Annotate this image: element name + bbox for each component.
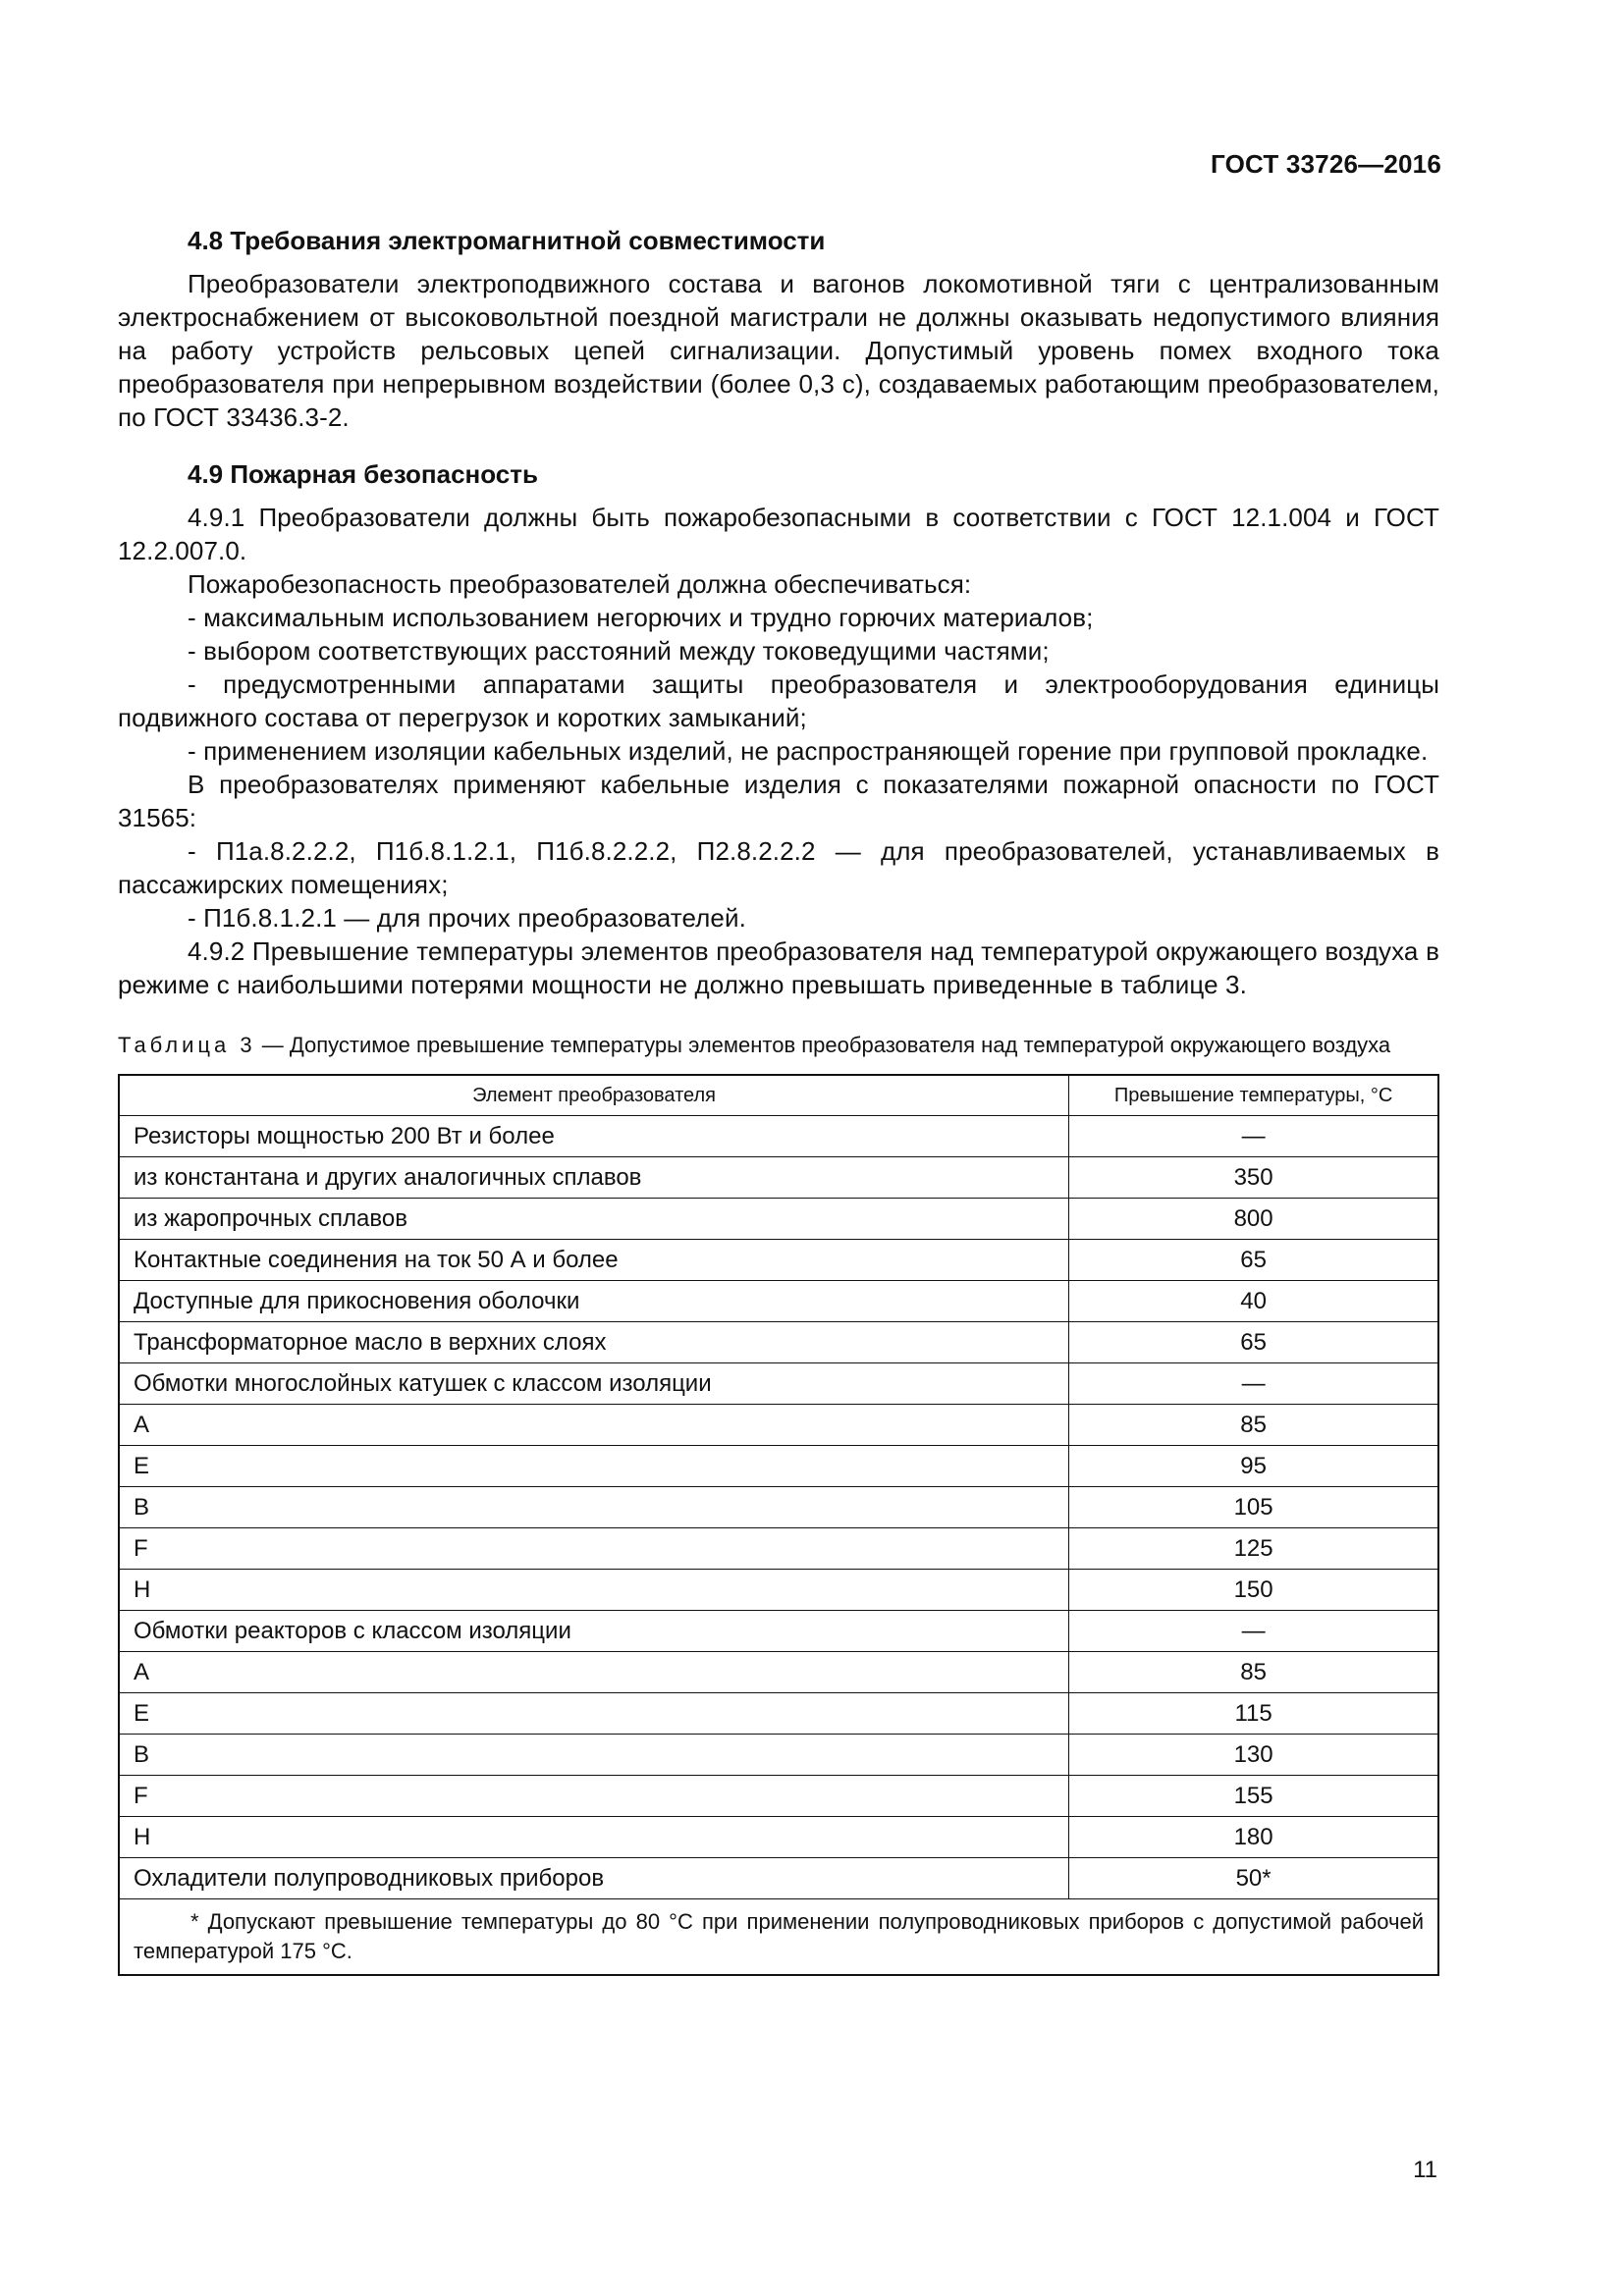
table-cell-element: A xyxy=(119,1652,1069,1693)
page-content xyxy=(118,224,1439,1976)
section-4-9-paragraph: - применением изоляции кабельных изделий, не распространяющей горение при групповой прокладке. xyxy=(188,736,1429,766)
table-row xyxy=(119,1446,1438,1487)
table-cell-temperature: 130 xyxy=(1069,1735,1438,1776)
table-cell-element: Обмотки реакторов с классом изоляции xyxy=(119,1611,1069,1652)
table-cell-element: Трансформаторное масло в верхних слоях xyxy=(119,1322,1069,1363)
table-cell-temperature: 800 xyxy=(1069,1199,1438,1240)
table-cell-temperature: — xyxy=(1069,1116,1438,1157)
table-row xyxy=(119,1281,1438,1322)
table-row xyxy=(119,1611,1438,1652)
table-row xyxy=(119,1652,1438,1693)
table-body xyxy=(119,1116,1438,1899)
table-caption xyxy=(118,1031,1439,1060)
table-cell-element: B xyxy=(119,1735,1069,1776)
table-cell-element: H xyxy=(119,1570,1069,1611)
table-row xyxy=(119,1693,1438,1735)
table-cell-element: B xyxy=(119,1487,1069,1528)
table-footnote-row xyxy=(119,1899,1438,1976)
table-cell-temperature: 115 xyxy=(1069,1693,1438,1735)
section-4-9-paragraph: - П1а.8.2.2.2, П1б.8.1.2.1, П1б.8.2.2.2, П2.8.2.2.2 — для преобразователей, устанавливаемых в пассажирских помещениях; xyxy=(118,836,1439,899)
table-row xyxy=(119,1817,1438,1858)
table-row xyxy=(119,1570,1438,1611)
section-4-8-title: 4.8 Требования электромагнитной совместимости xyxy=(188,226,826,255)
table-row xyxy=(119,1776,1438,1817)
temperature-table xyxy=(118,1074,1439,1976)
table-cell-temperature: — xyxy=(1069,1363,1438,1405)
table-cell-temperature: — xyxy=(1069,1611,1438,1652)
table-row xyxy=(119,1528,1438,1570)
column-header-temperature: Превышение температуры, °С xyxy=(1069,1075,1438,1116)
document-code: ГОСТ 33726—2016 xyxy=(1211,149,1441,179)
table-cell-temperature: 105 xyxy=(1069,1487,1438,1528)
table-caption-label: Таблица 3 xyxy=(118,1033,256,1057)
table-row xyxy=(119,1405,1438,1446)
section-4-9-paragraph: - предусмотренными аппаратами защиты преобразователя и электрооборудования единицы подвижного состава от перегрузок и коротких замыканий; xyxy=(118,669,1439,732)
table-cell-element: Обмотки многослойных катушек с классом изоляции xyxy=(119,1363,1069,1405)
table-cell-element: H xyxy=(119,1817,1069,1858)
table-cell-temperature: 65 xyxy=(1069,1240,1438,1281)
table-cell-temperature: 150 xyxy=(1069,1570,1438,1611)
section-4-9-paragraph: - выбором соответствующих расстояний между токоведущими частями; xyxy=(188,636,1050,666)
section-4-9-body xyxy=(118,501,1439,1001)
table-cell-temperature: 85 xyxy=(1069,1405,1438,1446)
section-4-9-paragraph: В преобразователях применяют кабельные изделия с показателями пожарной опасности по ГОСТ 31565: xyxy=(118,770,1439,832)
section-4-9-paragraph: 4.9.2 Превышение температуры элементов преобразователя над температурой окружающего воздуха в режиме с наибольшими потерями мощности не должно превышать приведенные в таблице 3. xyxy=(118,936,1439,999)
table-row xyxy=(119,1735,1438,1776)
table-cell-element: из жаропрочных сплавов xyxy=(119,1199,1069,1240)
section-4-9-title: 4.9 Пожарная безопасность xyxy=(188,459,538,489)
table-cell-temperature: 95 xyxy=(1069,1446,1438,1487)
table-caption-text: — Допустимое превышение температуры элементов преобразователя над температурой окружающего воздуха xyxy=(255,1033,1391,1057)
table-cell-element: E xyxy=(119,1693,1069,1735)
table-row xyxy=(119,1487,1438,1528)
table-row xyxy=(119,1116,1438,1157)
table-footnote: * Допускают превышение температуры до 80 °С при применении полупроводниковых приборов с допустимой рабочей температурой 175 °С. xyxy=(119,1899,1438,1976)
table-row xyxy=(119,1199,1438,1240)
table-cell-element: A xyxy=(119,1405,1069,1446)
table-row xyxy=(119,1157,1438,1199)
table-cell-temperature: 50* xyxy=(1069,1858,1438,1899)
table-cell-element: из константана и других аналогичных сплавов xyxy=(119,1157,1069,1199)
table-row xyxy=(119,1322,1438,1363)
section-4-9-paragraph: - максимальным использованием негорючих и трудно горючих материалов; xyxy=(188,603,1094,632)
table-cell-element: F xyxy=(119,1528,1069,1570)
table-cell-temperature: 155 xyxy=(1069,1776,1438,1817)
table-row xyxy=(119,1858,1438,1899)
page-number: 11 xyxy=(1413,2157,1437,2183)
table-cell-temperature: 40 xyxy=(1069,1281,1438,1322)
table-cell-temperature: 85 xyxy=(1069,1652,1438,1693)
table-cell-temperature: 125 xyxy=(1069,1528,1438,1570)
section-4-8-paragraph: Преобразователи электроподвижного состава и вагонов локомотивной тяги с централизованным электроснабжением от высоковольтной поездной магистрали не должны оказывать недопустимого влияния на работу устройств рельсовых цепей сигнализации. Допустимый уровень помех входного тока преобразователя при непрерывном воздействии (более 0,3 с), создаваемых работающим преобразователем, по ГОСТ 33436.3-2. xyxy=(118,269,1439,432)
table-cell-element: Резисторы мощностью 200 Вт и более xyxy=(119,1116,1069,1157)
table-row xyxy=(119,1240,1438,1281)
table-cell-temperature: 350 xyxy=(1069,1157,1438,1199)
section-4-9-paragraph: 4.9.1 Преобразователи должны быть пожаробезопасными в соответствии с ГОСТ 12.1.004 и ГОСТ 12.2.007.0. xyxy=(118,503,1439,565)
table-cell-element: E xyxy=(119,1446,1069,1487)
section-4-9-paragraph: - П1б.8.1.2.1 — для прочих преобразователей. xyxy=(188,903,746,933)
table-cell-element: Доступные для прикосновения оболочки xyxy=(119,1281,1069,1322)
table-row xyxy=(119,1363,1438,1405)
column-header-element: Элемент преобразователя xyxy=(119,1075,1069,1116)
table-header-row xyxy=(119,1075,1438,1116)
table-cell-element: Контактные соединения на ток 50 А и более xyxy=(119,1240,1069,1281)
table-cell-element: Охладители полупроводниковых приборов xyxy=(119,1858,1069,1899)
table-cell-element: F xyxy=(119,1776,1069,1817)
section-4-9-paragraph: Пожаробезопасность преобразователей должна обеспечиваться: xyxy=(188,569,972,599)
table-cell-temperature: 180 xyxy=(1069,1817,1438,1858)
table-cell-temperature: 65 xyxy=(1069,1322,1438,1363)
